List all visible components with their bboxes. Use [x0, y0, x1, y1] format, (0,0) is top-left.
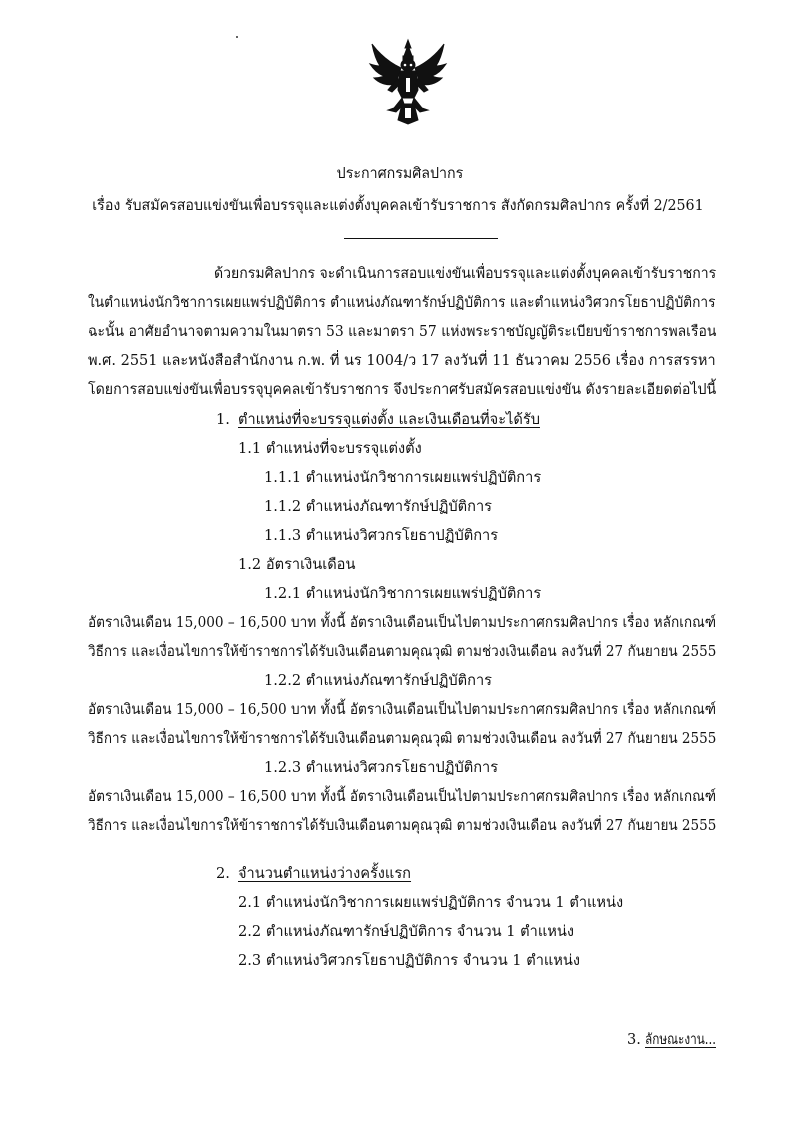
- intro-line-2: ในตำแหน่งนักวิชาการเผยแพร่ปฏิบัติการ ตำแหน่งภัณฑารักษ์ปฏิบัติการ และตำแหน่งวิศวกรโยธาปฏิบัติการ: [88, 294, 716, 311]
- item-1-2-2-salary: อัตราเงินเดือน 15,000 – 16,500 บาท ทั้งนี้ อัตราเงินเดือนเป็นไปตามประกาศกรมศิลปากร เรื่อง หลักเกณฑ์: [88, 701, 717, 718]
- garuda-emblem-icon: [368, 38, 448, 126]
- document-title: ประกาศกรมศิลปากร: [336, 165, 464, 182]
- subsection-1-2-heading: 1.2 อัตราเงินเดือน: [238, 556, 356, 573]
- continuation-number: 3.: [627, 1031, 641, 1048]
- intro-line-3: ฉะนั้น อาศัยอำนาจตามความในมาตรา 53 และมาตรา 57 แห่งพระราชบัญญัติระเบียบข้าราชการพลเรือน: [88, 323, 717, 340]
- item-1-2-1-title: 1.2.1 ตำแหน่งนักวิชาการเผยแพร่ปฏิบัติการ: [264, 585, 542, 602]
- section-1-number: 1.: [216, 411, 230, 428]
- title-divider: [344, 238, 498, 239]
- item-1-1-3: 1.1.3 ตำแหน่งวิศวกรโยธาปฏิบัติการ: [264, 527, 499, 544]
- item-2-3: 2.3 ตำแหน่งวิศวกรโยธาปฏิบัติการ จำนวน 1 ตำแหน่ง: [238, 952, 581, 969]
- item-1-2-3-title: 1.2.3 ตำแหน่งวิศวกรโยธาปฏิบัติการ: [264, 759, 499, 776]
- item-1-2-1-criteria: วิธีการ และเงื่อนไขการให้ข้าราชการได้รับเงินเดือนตามคุณวุฒิ ตามช่วงเงินเดือน ลงวันที่ 27 กันยายน 2555: [88, 643, 717, 660]
- item-1-2-2-title: 1.2.2 ตำแหน่งภัณฑารักษ์ปฏิบัติการ: [264, 672, 493, 689]
- continuation-text: ลักษณะงาน...: [645, 1031, 716, 1048]
- item-2-2: 2.2 ตำแหน่งภัณฑารักษ์ปฏิบัติการ จำนวน 1 ตำแหน่ง: [238, 923, 574, 940]
- item-1-2-1-salary: อัตราเงินเดือน 15,000 – 16,500 บาท ทั้งนี้ อัตราเงินเดือนเป็นไปตามประกาศกรมศิลปากร เรื่อง หลักเกณฑ์: [88, 614, 717, 631]
- section-2-heading: จำนวนตำแหน่งว่างครั้งแรก: [238, 865, 412, 882]
- scan-speck: [236, 36, 238, 38]
- intro-line-1: ด้วยกรมศิลปากร จะดำเนินการสอบแข่งขันเพื่อบรรจุและแต่งตั้งบุคคลเข้ารับราชการ: [214, 265, 717, 282]
- item-2-1: 2.1 ตำแหน่งนักวิชาการเผยแพร่ปฏิบัติการ จำนวน 1 ตำแหน่ง: [238, 894, 624, 911]
- intro-line-4: พ.ศ. 2551 และหนังสือสำนักงาน ก.พ. ที่ นร 1004/ว 17 ลงวันที่ 11 ธันวาคม 2556 เรื่อง การสรรหา: [88, 352, 716, 369]
- item-1-1-2: 1.1.2 ตำแหน่งภัณฑารักษ์ปฏิบัติการ: [264, 498, 493, 515]
- intro-line-5: โดยการสอบแข่งขันเพื่อบรรจุบุคคลเข้ารับราชการ จึงประกาศรับสมัครสอบแข่งขัน ดังรายละเอียดต่อไปนี้: [88, 381, 717, 398]
- document-subject: เรื่อง รับสมัครสอบแข่งขันเพื่อบรรจุและแต่งตั้งบุคคลเข้ารับราชการ สังกัดกรมศิลปากร ครั้งที่ 2/2561: [92, 197, 704, 214]
- subsection-1-1-heading: 1.1 ตำแหน่งที่จะบรรจุแต่งตั้ง: [238, 440, 422, 457]
- item-1-1-1: 1.1.1 ตำแหน่งนักวิชาการเผยแพร่ปฏิบัติการ: [264, 469, 542, 486]
- item-1-2-2-criteria: วิธีการ และเงื่อนไขการให้ข้าราชการได้รับเงินเดือนตามคุณวุฒิ ตามช่วงเงินเดือน ลงวันที่ 27 กันยายน 2555: [88, 730, 717, 747]
- section-1-heading: ตำแหน่งที่จะบรรจุแต่งตั้ง และเงินเดือนที่จะได้รับ: [238, 411, 540, 428]
- item-1-2-3-criteria: วิธีการ และเงื่อนไขการให้ข้าราชการได้รับเงินเดือนตามคุณวุฒิ ตามช่วงเงินเดือน ลงวันที่ 27 กันยายน 2555: [88, 817, 717, 834]
- item-1-2-3-salary: อัตราเงินเดือน 15,000 – 16,500 บาท ทั้งนี้ อัตราเงินเดือนเป็นไปตามประกาศกรมศิลปากร เรื่อง หลักเกณฑ์: [88, 788, 717, 805]
- section-2-number: 2.: [216, 865, 230, 882]
